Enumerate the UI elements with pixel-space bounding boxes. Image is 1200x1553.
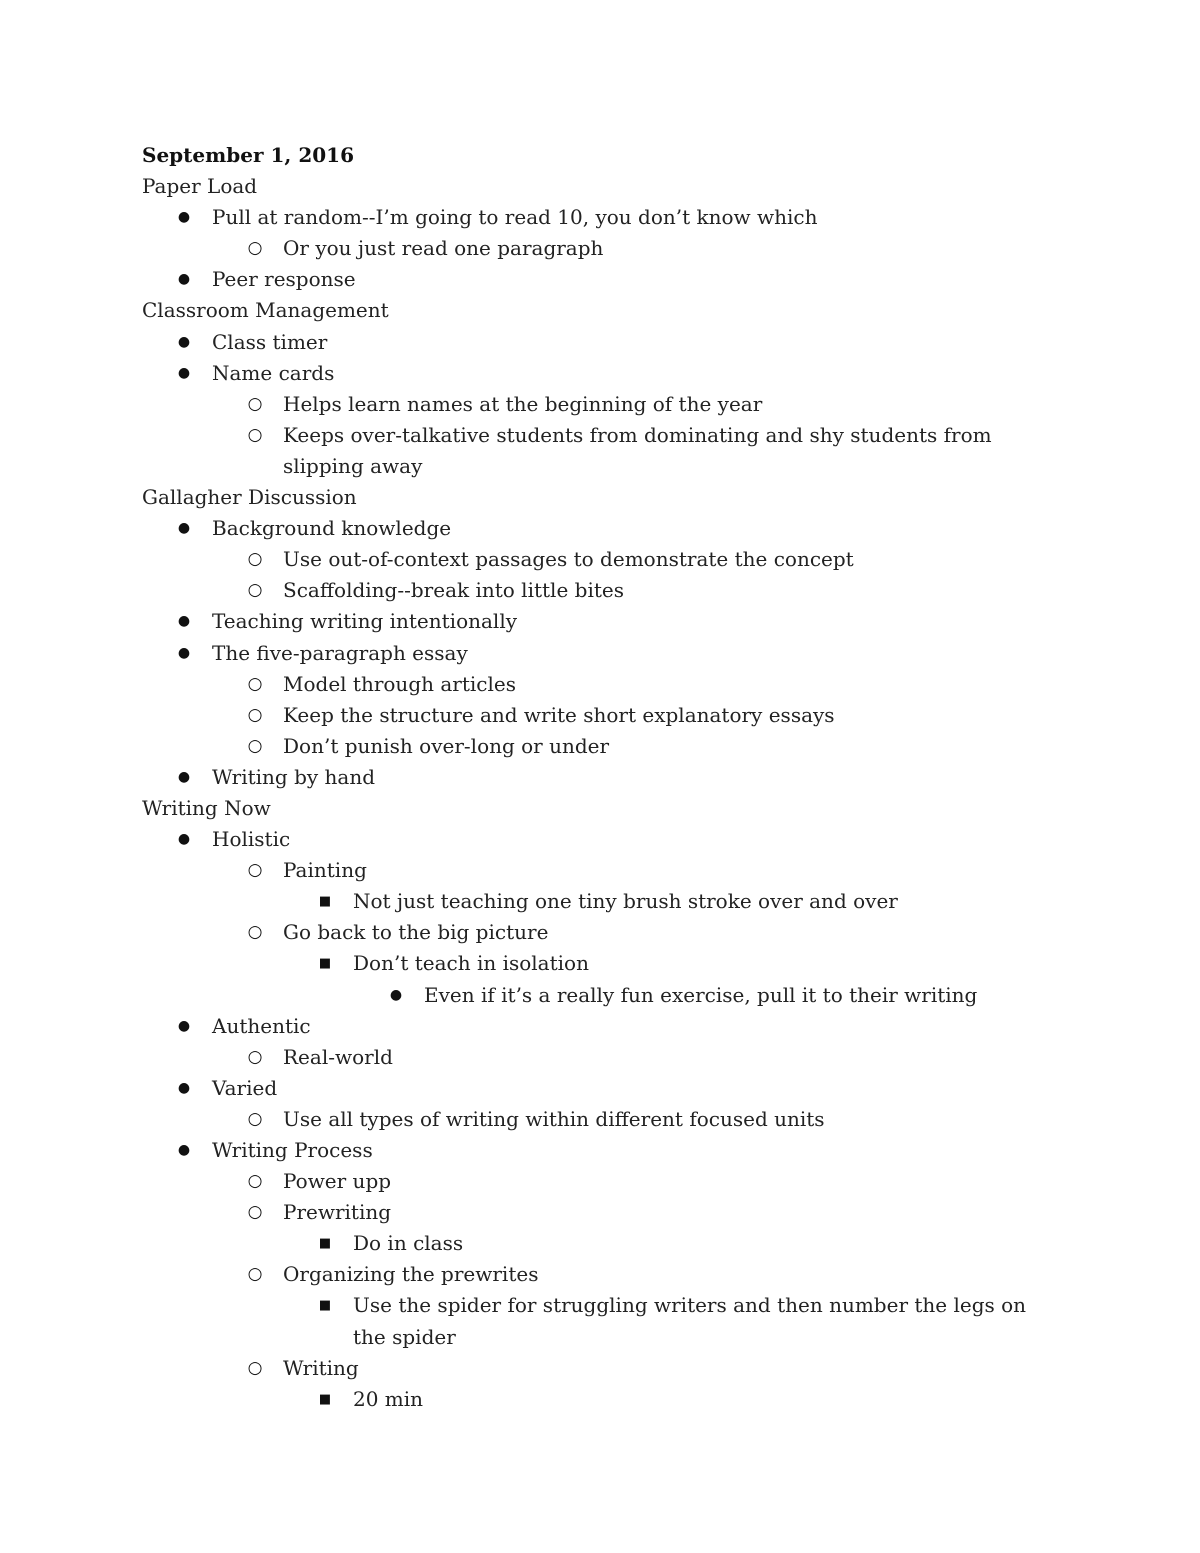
- bullet-square-icon: ■: [318, 894, 332, 910]
- list-item-text: Use all types of writing within different focused units: [283, 1106, 825, 1131]
- bullet-disc-icon: ●: [177, 209, 191, 226]
- list-item: [142, 948, 1042, 979]
- bullet-square-icon: ■: [318, 1391, 332, 1407]
- list-item-text: Scaffolding--break into little bites: [283, 578, 624, 603]
- bullet-circle-icon: ○: [247, 580, 263, 601]
- list-item: [142, 1011, 1042, 1042]
- list-item: [142, 855, 1042, 886]
- list-item: [142, 233, 1042, 264]
- list-item: [142, 1197, 1042, 1228]
- bullet-circle-icon: ○: [247, 1357, 263, 1378]
- bullet-disc-icon: ●: [177, 613, 191, 630]
- list-item: [142, 606, 1042, 637]
- list-item-text: Real-world: [283, 1044, 393, 1069]
- list-item-text: Class timer: [212, 329, 328, 354]
- section-list: [142, 513, 1042, 793]
- list-item: [142, 1104, 1042, 1135]
- section-list: [142, 824, 1042, 1415]
- list-item: [142, 389, 1042, 420]
- list-item: [142, 762, 1042, 793]
- bullet-disc-icon: ●: [177, 1017, 191, 1034]
- list-item: [142, 731, 1042, 762]
- list-item: [142, 1042, 1042, 1073]
- list-item-text: Name cards: [212, 360, 335, 385]
- bullet-disc-icon: ●: [177, 831, 191, 848]
- list-item: [142, 1259, 1042, 1290]
- list-item: [142, 264, 1042, 295]
- bullet-disc-icon: ●: [177, 1142, 191, 1158]
- list-item-text: Model through articles: [283, 671, 516, 696]
- list-item: [142, 638, 1042, 669]
- list-item: [142, 420, 1042, 482]
- list-item-text: Even if it’s a really fun exercise, pull it to their writing: [424, 982, 978, 1007]
- section-list: [142, 202, 1042, 295]
- list-item: [142, 575, 1042, 606]
- bullet-circle-icon: ○: [247, 1202, 263, 1223]
- bullet-disc-icon: ●: [177, 768, 191, 785]
- list-item-text: Pull at random--I’m going to read 10, you don’t know which: [212, 205, 818, 230]
- list-item: [142, 1073, 1042, 1104]
- list-item-text: Don’t teach in isolation: [353, 951, 589, 976]
- list-item-text: Writing by hand: [212, 764, 376, 789]
- bullet-disc-icon: ●: [389, 986, 403, 1003]
- bullet-disc-icon: ●: [177, 333, 191, 350]
- list-item: [142, 700, 1042, 731]
- list-item-text: Varied: [212, 1075, 278, 1100]
- list-item-text: Teaching writing intentionally: [212, 609, 518, 634]
- list-item-text: Writing Process: [212, 1138, 373, 1162]
- bullet-circle-icon: ○: [247, 704, 263, 725]
- list-item-text: Use the spider for struggling writers and then number the legs on the spider: [353, 1293, 1027, 1349]
- list-item-text: Painting: [283, 858, 367, 883]
- bullet-disc-icon: ●: [177, 271, 191, 288]
- list-item: [142, 824, 1042, 855]
- bullet-circle-icon: ○: [247, 860, 263, 881]
- list-item: [142, 1228, 1042, 1259]
- bullet-square-icon: ■: [318, 1298, 332, 1314]
- list-item-text: Go back to the big picture: [283, 920, 549, 945]
- list-item: [142, 980, 1042, 1011]
- bullet-circle-icon: ○: [247, 238, 263, 259]
- list-item-text: Background knowledge: [212, 516, 452, 541]
- bullet-disc-icon: ●: [177, 1079, 191, 1096]
- bullet-circle-icon: ○: [247, 673, 263, 694]
- list-item-text: Or you just read one paragraph: [283, 236, 604, 261]
- bullet-circle-icon: ○: [247, 393, 263, 414]
- list-item: [142, 513, 1042, 544]
- list-item: [142, 202, 1042, 233]
- bullet-circle-icon: ○: [247, 1108, 263, 1129]
- list-item: [142, 1166, 1042, 1197]
- section-heading: Writing Now: [142, 795, 271, 820]
- bullet-circle-icon: ○: [247, 549, 263, 570]
- bullet-circle-icon: ○: [247, 735, 263, 756]
- list-item-text: Peer response: [212, 267, 356, 292]
- list-item-text: Keeps over-talkative students from dominating and shy students from slipping away: [283, 422, 992, 478]
- list-item: [142, 327, 1042, 358]
- document-body: [142, 140, 1042, 1415]
- list-item: [142, 886, 1042, 917]
- section-heading: Paper Load: [142, 174, 258, 199]
- bullet-circle-icon: ○: [247, 424, 263, 445]
- list-item-text: Organizing the prewrites: [283, 1262, 539, 1287]
- list-item: [142, 669, 1042, 700]
- bullet-square-icon: ■: [318, 956, 332, 972]
- list-item-text: Writing: [283, 1355, 359, 1380]
- list-item: [142, 917, 1042, 948]
- list-item-text: The five-paragraph essay: [212, 640, 468, 665]
- list-item-text: Prewriting: [283, 1200, 392, 1225]
- list-item-text: Helps learn names at the beginning of the year: [283, 391, 763, 416]
- list-item: [142, 1135, 1042, 1166]
- list-item-text: Keep the structure and write short explanatory essays: [283, 702, 835, 727]
- bullet-disc-icon: ●: [177, 644, 191, 661]
- list-item-text: Use out-of-context passages to demonstrate the concept: [283, 547, 854, 572]
- bullet-circle-icon: ○: [247, 1171, 263, 1192]
- document-date: September 1, 2016: [142, 143, 354, 167]
- list-item-text: Don’t punish over-long or under: [283, 733, 610, 758]
- section-heading: Classroom Management: [142, 298, 389, 323]
- bullet-square-icon: ■: [318, 1236, 332, 1252]
- bullet-circle-icon: ○: [247, 1046, 263, 1067]
- list-item: [142, 1384, 1042, 1415]
- list-item: [142, 1353, 1042, 1384]
- bullet-disc-icon: ●: [177, 364, 191, 381]
- list-item: [142, 1290, 1042, 1352]
- bullet-circle-icon: ○: [247, 922, 263, 943]
- list-item-text: 20 min: [353, 1386, 424, 1411]
- bullet-disc-icon: ●: [177, 520, 191, 537]
- list-item-text: Not just teaching one tiny brush stroke over and over: [353, 889, 898, 914]
- section-list: [142, 327, 1042, 482]
- list-item-text: Power upp: [283, 1169, 392, 1194]
- bullet-circle-icon: ○: [247, 1264, 263, 1285]
- list-item: [142, 544, 1042, 575]
- list-item-text: Do in class: [353, 1231, 464, 1256]
- section-heading: Gallagher Discussion: [142, 485, 357, 510]
- list-item: [142, 358, 1042, 389]
- list-item-text: Holistic: [212, 827, 291, 852]
- list-item-text: Authentic: [212, 1013, 311, 1038]
